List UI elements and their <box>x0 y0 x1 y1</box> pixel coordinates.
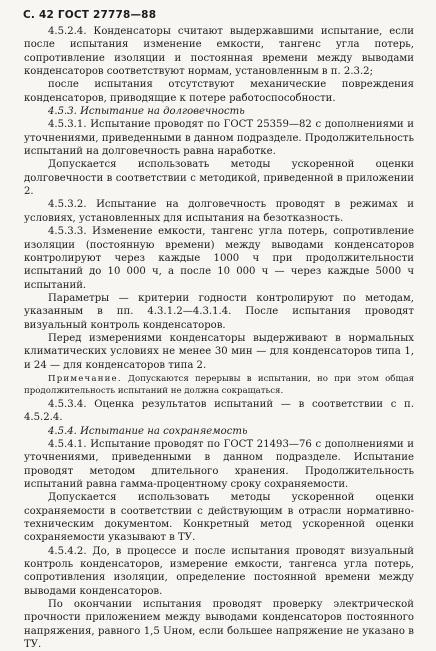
paragraph-dielectric-test: По окончании испытания проводят проверку электрической прочности приложением между выводами конденсаторов постоянного напряжения, равного 1,5 Uном, если большее напряжение не указано в ТУ. <box>24 599 414 651</box>
note-label: Примечание. <box>48 373 122 384</box>
paragraph-4-5-3-3: 4.5.3.3. Изменение емкости, тангенс угла потерь, сопротивление изоляции (постоянную времени) между выводами конденсаторов контролируют через каждые 1000 ч при продолжительности испытаний до 10 000 ч, а после 10 000 ч — через каждые 5000 ч испытаний. <box>24 226 414 291</box>
paragraph-accelerated-storage: Допускается использовать методы ускоренной оценки сохраняемости в соответствии с действующим в отрасли нормативно-техническим документом. Конкретный метод ускоренной оценки сохраняемости указывают в ТУ. <box>24 492 414 544</box>
paragraph-accelerated-durability: Допускается использовать методы ускоренной оценки долговечности в соответствии с методикой, приведенной в приложении 2. <box>24 159 414 198</box>
paragraph-no-damage: после испытания отсутствуют механические повреждения конденсаторов, приводящие к потере работоспособности. <box>24 79 414 104</box>
paragraph-4-5-2-4: 4.5.2.4. Конденсаторы считают выдержавшими испытание, если после испытания изменение емкости, тангенс угла потерь, сопротивление изоляции и постоянная времени между выводами конденсаторов соответствуют нормам, установленным в п. 2.3.2; <box>24 26 414 78</box>
paragraph-4-5-4-2: 4.5.4.2. До, в процессе и после испытания проводят визуальный контроль конденсаторов, измерение емкости, тангенса угла потерь, сопротивления изоляции, определение постоянной времени между выводами конденсаторов. <box>24 545 414 597</box>
paragraph-conditioning: Перед измерениями конденсаторы выдерживают в нормальных климатических условиях не менее 30 мин — для конденсаторов типа 1, и 24 — для конденсаторов типа 2. <box>24 332 414 371</box>
section-heading-durability: 4.5.3. Испытание на долговечность <box>48 106 245 118</box>
paragraph-4-5-3-2: 4.5.3.2. Испытание на долговечность проводят в режимах и условиях, установленных для испытания на безотказность. <box>24 199 414 224</box>
paragraph-criteria: Параметры — критерии годности контролируют по методам, указанным в пп. 4.3.1.2—4.3.1.4. После испытания проводят визуальный контроль конденсаторов. <box>24 292 414 331</box>
note-text: Допускаются перерывы в испытании, но при этом общая продолжительность испытаний не должна сокращаться. <box>24 373 414 396</box>
section-heading-storage: 4.5.4. Испытание на сохраняемость <box>48 425 248 437</box>
paragraph-4-5-4-1: 4.5.4.1. Испытание проводят по ГОСТ 21493—76 с дополнениями и уточнениями, приведенными в данном подразделе. Испытание проводят методом длительного хранения. Продолжительность испытаний равна гамма-процентному сроку сохраняемости. <box>24 438 414 490</box>
note <box>24 373 414 397</box>
page-header: С. 42 ГОСТ 27778—88 <box>23 9 157 21</box>
document-body <box>24 25 414 651</box>
paragraph-4-5-3-1: 4.5.3.1. Испытание проводят по ГОСТ 25359—82 с дополнениями и уточнениями, приведенными в данном подразделе. Продолжительность испытаний на долговечность равна наработке. <box>24 119 414 158</box>
paragraph-4-5-3-4: 4.5.3.4. Оценка результатов испытаний — в соответствии с п. 4.5.2.4. <box>24 398 414 424</box>
